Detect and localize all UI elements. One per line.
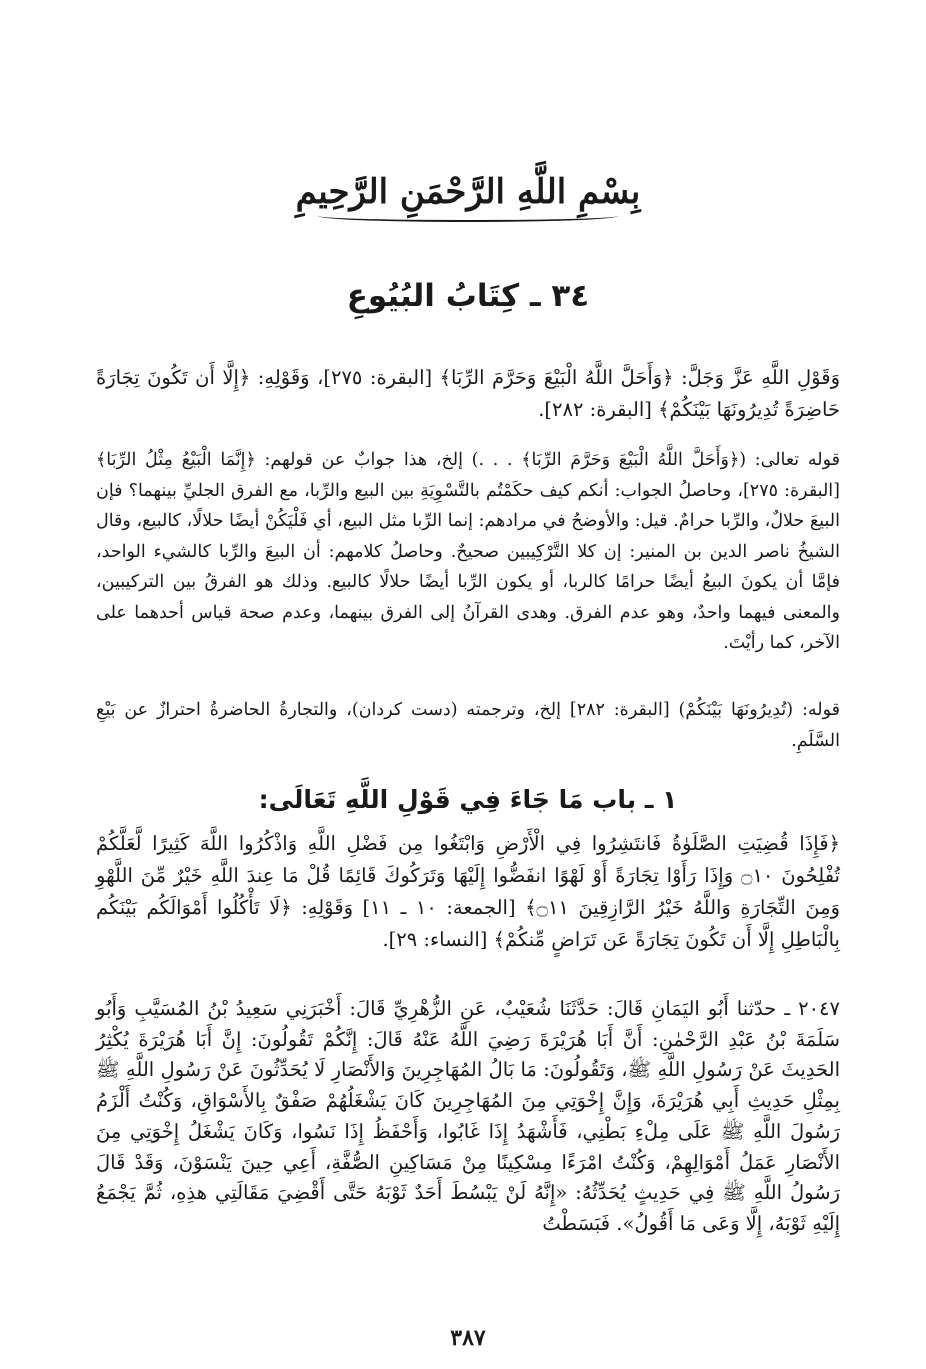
chapter-title: ١ ـ باب مَا جَاءَ فِي قَوْلِ اللَّهِ تَعَالَى:: [258, 785, 678, 814]
commentary-paragraph-2: قوله: (تُدِيرُونَهَا بَيْنَكُمْ) [البقرة: ٢٨٢] إلخ، وترجمته (دست كردان)، والتجارةُ الحاضرةُ احترازٌ عن بَيْعِ السَّلَمِ.: [96, 700, 840, 751]
hadith-2047: ٢٠٤٧ ـ حدّثنا أَبُو اليَمَانِ قَالَ: حَدَّثَنَا شُعَيْبٌ، عَنِ الزُّهْرِيِّ قَالَ: أَخْبَرَنِي سَعِيدُ بْنُ المُسَيَّبِ وَأَبُو سَلَمَةَ بْنُ عَبْدِ الرَّحْمٰنِ: أَنَّ أَبَا هُرَيْرَةَ رَضِيَ اللَّهُ عَنْهُ قَالَ: إِنَّكُمْ تَقُولُونَ: إِنَّ أَبَا هُرَيْرَةَ يُكْثِرُ الحَدِيثَ عَنْ رَسُولِ اللَّهِ ﷺ، وَتَقُولُونَ: مَا بَالُ المُهَاجِرِينَ وَالأَنْصَارِ لَا يُحَدِّثُونَ عَنْ رَسُولِ اللَّهِ ﷺ بِمِثْلِ حَدِيثِ أَبِي هُرَيْرَةَ، وَإِنَّ إِخْوَتِي مِنَ المُهَاجِرِينَ كَانَ يَشْغَلُهُمْ صَفْقٌ بِالأَسْوَاقِ، وَكُنْتُ أَلْزَمُ رَسُولَ اللَّهِ ﷺ عَلَى مِلْءِ بَطْنِي، فَأَشْهَدُ إِذَا غَابُوا، وَأَحْفَظُ إِذَا نَسُوا، وَكَانَ يَشْغَلُ إِخْوَتِي مِنَ الأَنْصَارِ عَمَلُ أَمْوَالِهِمْ، وَكُنْتُ امْرَءًا مِسْكِينًا مِنْ مَسَاكِينِ الصُّفَّةِ، أَعِي حِينَ يَنْسَوْنَ، وَقَدْ قَالَ رَسُولُ اللَّهِ ﷺ فِي حَدِيثٍ يُحَدِّثُهُ: «إِنَّهُ لَنْ يَبْسُطَ أَحَدٌ ثَوْبَهُ حَتَّى أَقْضِيَ مَقَالَتِي هذِهِ، ثُمَّ يَجْمَعُ إِلَيْهِ ثَوْبَهُ، إِلَّا وَعَى مَا أَقُولُ». فَبَسَطْتُ: [96, 997, 840, 1235]
basmala-heading: [96, 172, 840, 222]
intro-verses: وَقَوْلِ اللَّهِ عَزَّ وَجَلَّ: ﴿وَأَحَلَّ اللَّهُ الْبَيْعَ وَحَرَّمَ الرِّبَا﴾ [البقرة: ٢٧٥]، وَقَوْلِهِ: ﴿إِلَّا أَن تَكُونَ تِجَارَةً حَاضِرَةً تُدِيرُونَهَا بَيْنَكُمْ﴾ [البقرة: ٢٨٢].: [96, 366, 840, 421]
book-title: ٣٤ ـ كِتَابُ البُيُوعِ: [346, 278, 590, 314]
document-page: [96, 0, 840, 1369]
page-number: ٣٨٧: [450, 1325, 486, 1351]
chapter-verses: ﴿فَإِذَا قُضِيَتِ الصَّلَوٰةُ فَانتَشِرُوا فِي الْأَرْضِ وَابْتَغُوا مِن فَضْلِ اللَّهِ وَاذْكُرُوا اللَّهَ كَثِيرًا لَّعَلَّكُمْ تُفْلِحُونَ ۝١٠ وَإِذَا رَأَوْا تِجَارَةً أَوْ لَهْوًا انفَضُّوا إِلَيْهَا وَتَرَكُوكَ قَائِمًا قُلْ مَا عِندَ اللَّهِ خَيْرٌ مِّنَ اللَّهْوِ وَمِنَ التِّجَارَةِ وَاللَّهُ خَيْرُ الرَّازِقِينَ ۝١١﴾ [الجمعة: ١٠ ـ ١١] وَقَوْلِهِ: ﴿لَا تَأْكُلُوا أَمْوَالَكُم بَيْنَكُم بِالْبَاطِلِ إِلَّا أَن تَكُونَ تِجَارَةً عَن تَرَاضٍ مِّنكُمْ﴾ [النساء: ٢٩].: [96, 832, 840, 951]
basmala-text: بِسْمِ اللَّهِ الرَّحْمَنِ الرَّحِيمِ: [295, 172, 641, 212]
commentary-paragraph-1: قوله تعالى: (﴿وَأَحَلَّ اللَّهُ الْبَيْعَ وَحَرَّمَ الرِّبَا﴾ . . .) إلخ، هذا جوابٌ عن قولهم: ﴿إِنَّمَا الْبَيْعُ مِثْلُ الرِّبَا﴾ [البقرة: ٢٧٥]، وحاصلُ الجواب: أنكم كيف حكَمْتُم بالتَّسْوِيَةِ بين البيع والرِّبا، مع الفرق الجليِّ بينهما؟ فإن البيعَ حلالٌ، والرِّبا حرامٌ. قيل: والأوضحُ في مرادهم: إنما الرِّبا مثل البيع، أي فَلْيَكُنْ أيضًا حلالًا، كالبيع، وقال الشيخُ ناصر الدين بن المنير: إن كلا التَّرْكِيبين صحيحٌ. وحاصلُ كلامهم: أن البيعَ والرِّبا كالشيء الواحد، فإمَّا أن يكونَ البيعُ أيضًا حرامًا كالربا، أو يكون الرِّبا أيضًا حلالًا كالبيع. وذلك هو الفرقُ بين التركيبين، والمعنى فيهما واحدٌ، وهو عدم الفرق. وهدى القرآنُ إلى الفرق بينهما، وعدم صحة قياس أحدهما على الآخر، كما رأيْتَ.: [96, 450, 840, 653]
